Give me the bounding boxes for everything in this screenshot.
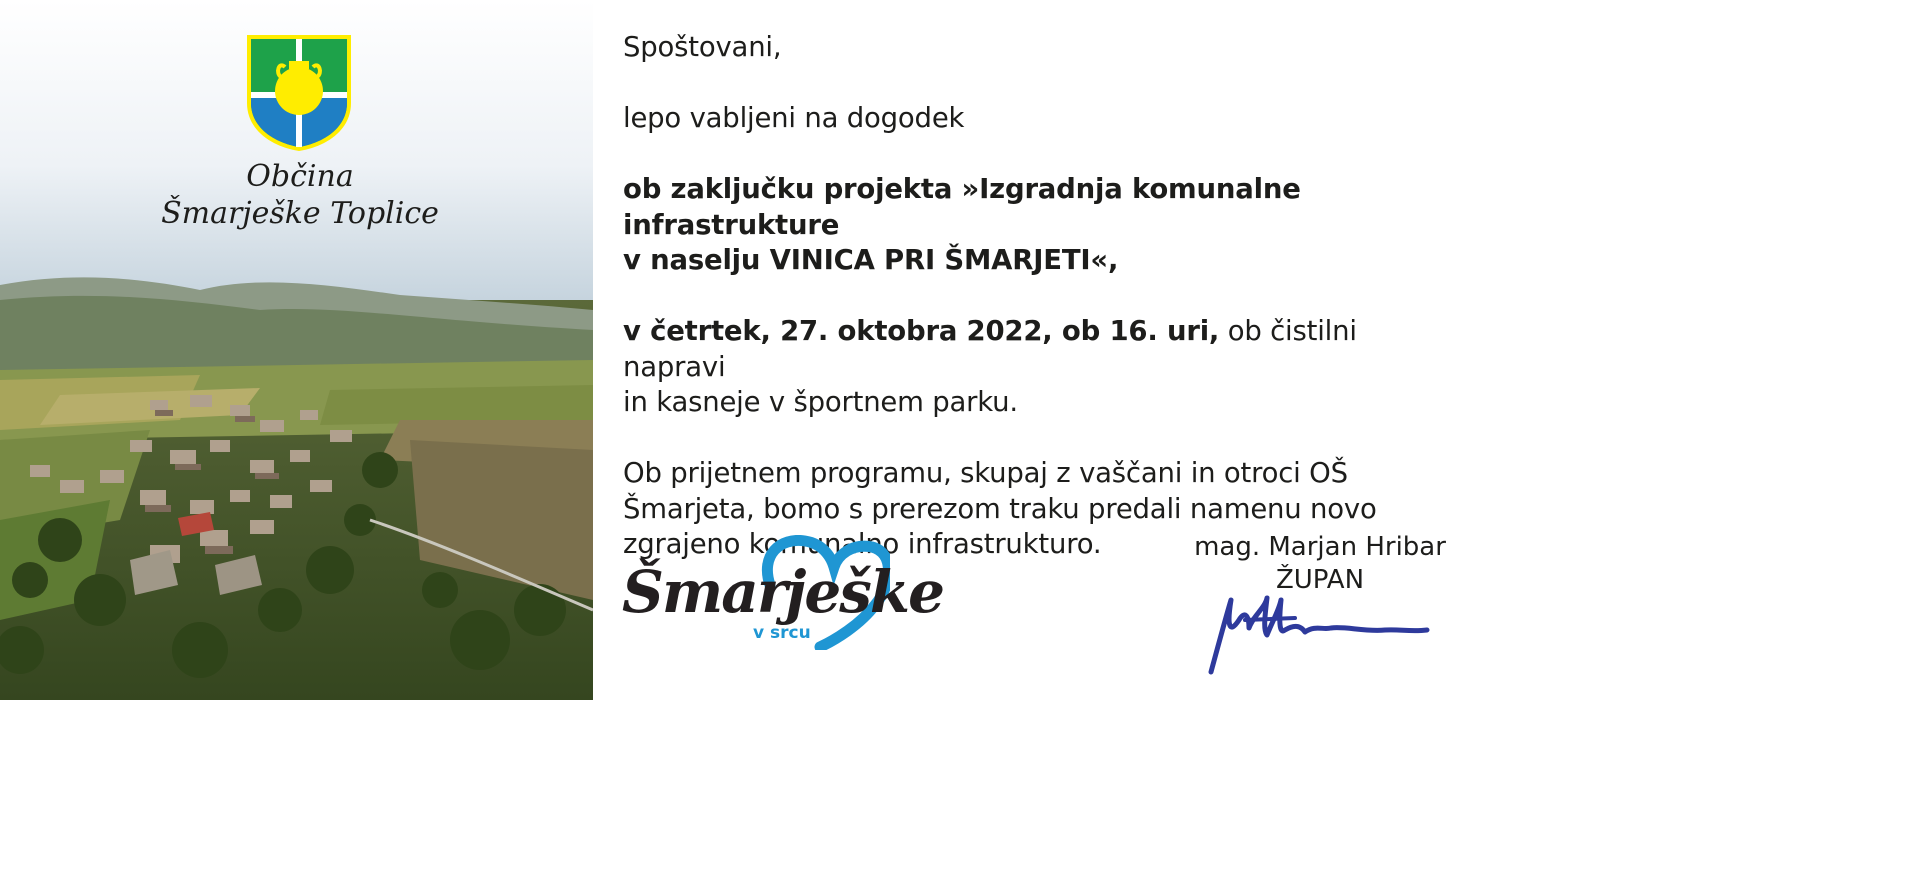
brand-subtitle: v srcu (753, 623, 811, 643)
municipality-line2: Šmarješke Toplice (161, 196, 439, 231)
program-line3: zgrajeno komunalno infrastrukturo. (623, 528, 1102, 560)
project-title-line2: v naselju VINICA PRI ŠMARJETI«, (623, 244, 1119, 276)
event-datetime-line (623, 314, 1443, 385)
greeting: Spoštovani, (623, 31, 782, 63)
signatory-name: mag. Marjan Hribar (1194, 532, 1446, 562)
municipality-name (0, 158, 593, 232)
project-title-line1: ob zaključku projekta »Izgradnja komunalne infrastrukture (623, 173, 1301, 241)
coat-of-arms-icon (245, 33, 353, 153)
brand-word: Šmarješke (622, 558, 944, 626)
event-place-2: in kasneje v športnem parku. (623, 386, 1018, 418)
event-date: v četrtek, 27. oktobra 2022, ob 16. uri, (623, 315, 1220, 347)
signatory-title: ŽUPAN (1275, 565, 1365, 595)
event-place-1: ob čistilni napravi (623, 315, 1357, 383)
program-line1: Ob prijetnem programu, skupaj z vaščani in otroci OŠ (623, 457, 1348, 489)
municipality-line1: Občina (246, 159, 354, 194)
handwritten-signature (1205, 580, 1435, 680)
program-line2: Šmarjeta, bomo s prerezom traku predali namenu novo (623, 492, 1377, 525)
left-panel (0, 0, 593, 700)
invitation-letter (623, 30, 1443, 563)
intro-text: lepo vabljeni na dogodek (623, 102, 965, 134)
